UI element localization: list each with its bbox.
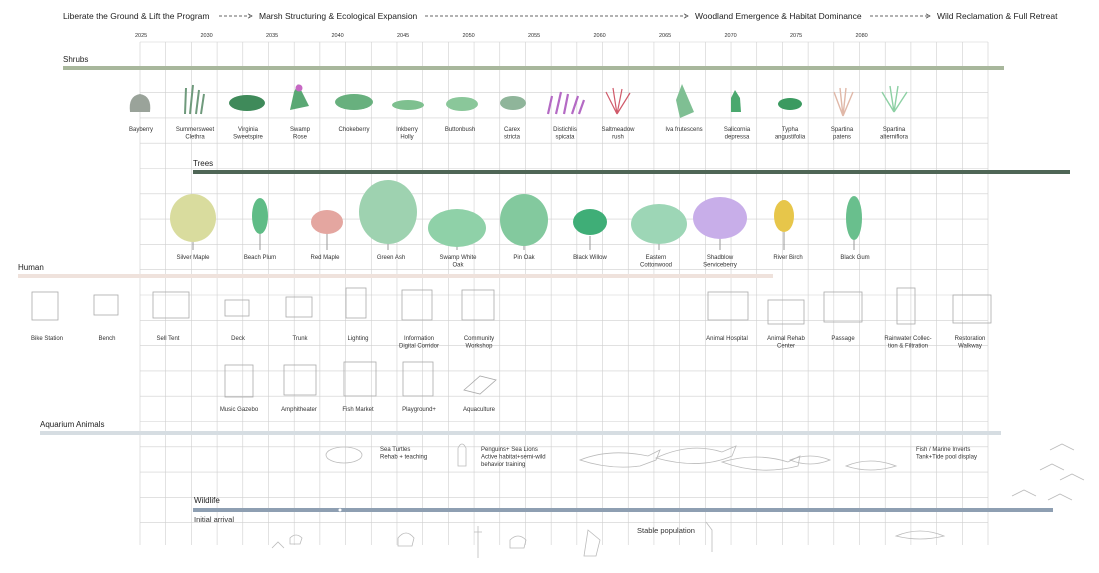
trees-label: Trees	[193, 159, 214, 168]
item-label: Distichlis spicata	[553, 127, 577, 141]
phase-3: Woodland Emergence & Habitat Dominance	[695, 11, 862, 21]
marine-inverts-icon	[846, 461, 896, 470]
item-label: Saltmeadow rush	[601, 127, 635, 141]
goose-icon	[398, 533, 414, 546]
rainwater-icon	[897, 288, 915, 324]
aquarium-label: Aquarium Animals	[40, 420, 105, 429]
item-label: Deck	[231, 336, 245, 342]
item-label: Pin Oak	[513, 255, 535, 261]
wildlife-notes	[194, 515, 695, 535]
year-tick-label: 2035	[266, 33, 279, 39]
shrub-buttonbush-icon	[446, 97, 478, 111]
year-tick-label: 2065	[659, 33, 672, 39]
human-row-1	[32, 288, 991, 324]
item-label: Sea Turtles Rehab + teaching	[380, 447, 428, 461]
item-label: Virginia Sweetspire	[233, 127, 263, 141]
year-tick-label: 2045	[397, 33, 410, 39]
tree-green-ash-crown-icon	[359, 180, 417, 244]
shrub-inkberry-icon	[392, 100, 424, 110]
year-tick-label: 2030	[200, 33, 213, 39]
item-label: Spartina alterniflora	[879, 127, 909, 141]
item-label: Fish / Marine Inverts Tank+Tide pool display	[916, 447, 977, 461]
lighting-icon	[346, 288, 366, 318]
deck-icon	[225, 300, 249, 316]
bench-icon	[94, 295, 118, 315]
wildlife-initial-note: Initial arrival	[194, 515, 235, 524]
phase-2: Marsh Structuring & Ecological Expansion	[259, 11, 418, 21]
year-tick-label: 2050	[462, 33, 475, 39]
item-label: Fish Market	[342, 407, 374, 413]
tree-river-birch-crown-icon	[774, 200, 794, 232]
shrub-summersweet-icon	[185, 85, 204, 114]
tree-black-willow-crown-icon	[573, 209, 607, 235]
phase-1: Liberate the Ground & Lift the Program	[63, 11, 210, 21]
year-tick-label: 2075	[790, 33, 803, 39]
amphitheater-icon	[284, 365, 316, 395]
item-label: Lighting	[347, 336, 369, 342]
shrub-chokeberry-icon	[335, 94, 373, 110]
tree-red-maple-crown-icon	[311, 210, 343, 234]
item-label: Bench	[98, 336, 116, 342]
wildlife-bar	[193, 508, 1053, 512]
tree-row	[170, 180, 862, 250]
item-label: Swamp White Oak	[439, 255, 477, 269]
shrub-salicornia-icon	[731, 90, 741, 112]
item-label: Restoration Walkway	[954, 336, 986, 350]
penguin-icon	[458, 444, 466, 466]
item-label: Animal Rehab Center	[767, 336, 805, 350]
item-label: Eastern Cottonwood	[639, 255, 673, 269]
item-label: Rainwater Collec-tion & Filtration	[884, 336, 932, 350]
sea-turtle-icon	[326, 447, 362, 463]
trees-bar	[193, 170, 1070, 174]
duck-2-icon	[510, 536, 526, 548]
tree-beach-plum-crown-icon	[252, 198, 268, 234]
item-label: Green Ash	[376, 255, 406, 261]
shrub-swamp-rose-bloom-icon	[296, 85, 303, 92]
shrub-saltmeadow-icon	[606, 88, 630, 114]
item-label: Aquaculture	[462, 407, 496, 413]
tree-labels	[176, 255, 869, 268]
bird-flock-icon	[1012, 444, 1084, 500]
wildlife-stable-note: Stable population	[637, 526, 695, 535]
bike-station-icon	[32, 292, 58, 320]
item-label: Iva frutescens	[665, 127, 703, 133]
year-tick-label: 2060	[593, 33, 606, 39]
phase-header	[63, 11, 1058, 21]
passage-icon	[824, 292, 862, 322]
aquaculture-icon	[464, 376, 496, 394]
community-workshop-icon	[462, 290, 494, 320]
item-label: Playground+	[402, 407, 436, 413]
item-label: Black Gum	[840, 255, 870, 261]
item-label: Music Gazebo	[219, 407, 259, 413]
shrub-sweetspire-icon	[229, 95, 265, 111]
human-labels	[31, 336, 985, 413]
fish-icon	[790, 456, 830, 464]
item-label: Red Maple	[310, 255, 340, 261]
human-row-2	[225, 362, 496, 397]
item-label: Beach Plum	[243, 255, 277, 261]
item-label: Summersweet Clethra	[175, 127, 215, 141]
item-label: Penguins+ Sea Lions Active habitat+semi-wild behavior training	[481, 447, 546, 468]
item-label: Silver Maple	[176, 255, 210, 261]
music-gazebo-icon	[225, 365, 253, 397]
shrub-carex-icon	[500, 96, 526, 110]
shrub-distichlis-icon	[548, 92, 584, 114]
shrubs-bar	[63, 66, 1004, 70]
bird-icon	[272, 542, 284, 548]
item-label: Chokeberry	[338, 127, 370, 133]
sell-tent-icon	[153, 292, 189, 318]
fox-icon	[584, 530, 600, 556]
shrub-spartina-patens-icon	[834, 88, 853, 116]
item-label: Sell Tent	[156, 336, 180, 342]
tree-pin-oak-crown-icon	[500, 194, 548, 246]
aquarium-bar	[40, 431, 1001, 435]
shrubs-label: Shrubs	[63, 55, 89, 64]
shrub-labels	[129, 127, 909, 140]
shark-icon	[580, 450, 660, 467]
tree-cottonwood-crown-icon	[631, 204, 687, 244]
item-label: Typha angustifolia	[774, 127, 806, 141]
shrub-spartina-alterniflora-icon	[882, 86, 907, 112]
item-label: Amphitheater	[281, 407, 317, 413]
tree-swamp-oak-crown-icon	[428, 209, 486, 247]
human-label: Human	[18, 263, 44, 272]
shark-3-icon	[722, 456, 800, 470]
trunk-icon	[286, 297, 312, 317]
year-tick-label: 2080	[855, 33, 868, 39]
tree-serviceberry-crown-icon	[693, 197, 747, 239]
wildlife-marker	[338, 508, 342, 512]
phase-4: Wild Reclamation & Full Retreat	[937, 11, 1058, 21]
shrub-typha-icon	[778, 98, 802, 110]
year-tick-label: 2055	[528, 33, 541, 39]
information-corridor-icon	[402, 290, 432, 320]
category-bars	[18, 55, 1070, 512]
shark-2-icon	[656, 446, 736, 464]
human-figure-icon	[474, 526, 482, 558]
wildlife-label: Wildlife	[194, 496, 220, 505]
item-label: Shadblow Serviceberry	[703, 255, 737, 269]
item-label: Animal Hospital	[706, 336, 748, 342]
item-label: Information Digital Corridor	[398, 336, 440, 350]
item-label: Black Willow	[573, 255, 607, 261]
item-label: Inkberry Holly	[396, 127, 418, 141]
year-tick-label: 2070	[724, 33, 737, 39]
item-label: Carex stricta	[503, 127, 521, 141]
crane-icon	[706, 522, 712, 552]
restoration-walkway-icon	[953, 295, 991, 323]
tree-silver-maple-crown-icon	[170, 194, 216, 242]
item-label: Bayberry	[128, 127, 154, 133]
wildlife-animals	[272, 522, 944, 558]
duck-icon	[290, 535, 302, 544]
item-label: Swamp Rose	[289, 127, 311, 141]
human-bar	[18, 274, 773, 278]
shrub-iva-icon	[676, 84, 694, 118]
item-label: Community Workshop	[463, 336, 495, 350]
item-label: Bike Station	[30, 336, 64, 342]
year-tick-label: 2025	[135, 33, 148, 39]
item-label: Salicornia depressa	[723, 127, 751, 141]
item-label: Trunk	[292, 336, 308, 342]
item-label: Spartina patens	[830, 127, 854, 141]
shrub-row	[130, 84, 907, 118]
animal-hospital-icon	[708, 292, 748, 320]
playground-icon	[403, 362, 433, 396]
year-tick-label: 2040	[331, 33, 344, 39]
item-label: Passage	[831, 336, 855, 342]
tree-black-gum-crown-icon	[846, 196, 862, 240]
item-label: Buttonbush	[444, 127, 476, 133]
year-axis	[135, 33, 868, 39]
shrub-bayberry-icon	[130, 94, 151, 112]
item-label: River Birch	[773, 255, 803, 261]
